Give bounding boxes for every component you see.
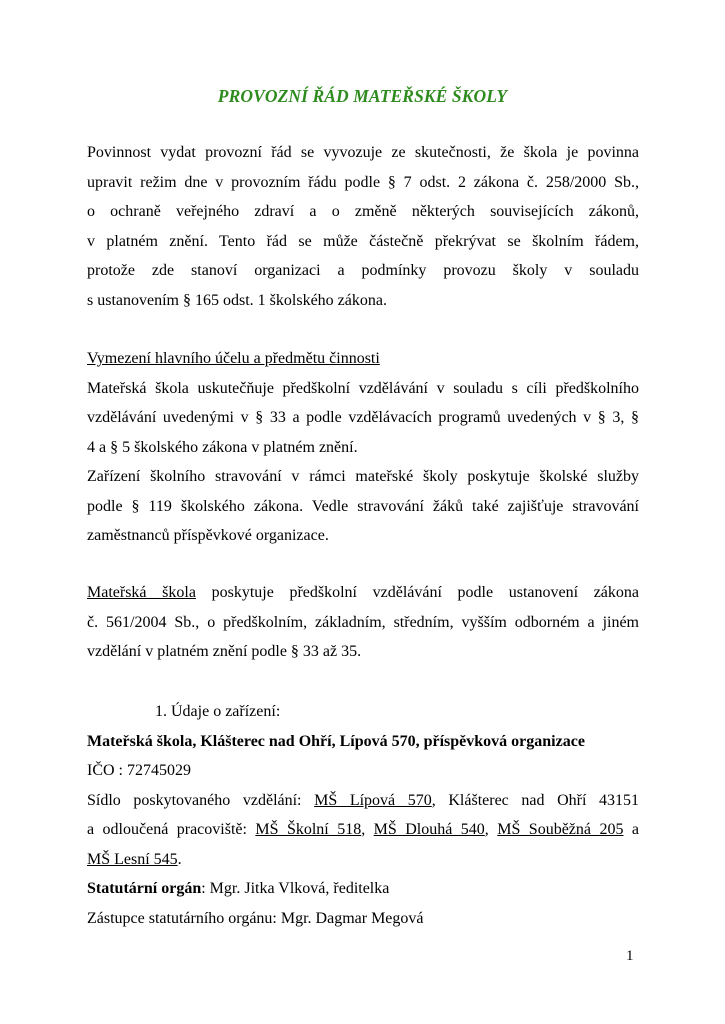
- intro-line: s ustanovením § 165 odst. 1 školského zákona.: [87, 291, 387, 309]
- intro-line: Povinnost vydat provozní řád se vyvozuje ze skutečnosti, že škola je povinna: [87, 144, 639, 161]
- section-line: vzdělávání uvedenými v § 33 a podle vzdělávacích programů uvedených v § 3, §: [87, 409, 639, 426]
- separator: ,: [484, 821, 498, 838]
- organization-name: Mateřská škola, Klášterec nad Ohří, Lípová 570, příspěvková organizace: [87, 732, 585, 750]
- branches-line-2: [87, 845, 639, 875]
- document-title: PROVOZNÍ ŘÁD MATEŘSKÉ ŠKOLY: [217, 86, 508, 106]
- branch-3: MŠ Souběžná 205: [497, 821, 624, 838]
- numbered-heading: 1. Údaje o zařízení:: [155, 703, 281, 720]
- intro-paragraph: [87, 138, 639, 315]
- ico-line: IČO : 72745029: [87, 762, 191, 779]
- branches-label: a odloučená pracoviště:: [87, 821, 256, 838]
- branch-1: MŠ Školní 518: [255, 821, 362, 838]
- branches-line: [87, 815, 639, 845]
- section-line: 4 a § 5 školského zákona v platném znění.: [87, 438, 358, 456]
- statutory-line: [87, 874, 639, 904]
- law-line: [87, 578, 639, 608]
- branch-4: MŠ Lesní 545: [87, 850, 178, 868]
- seat-label: Sídlo poskytovaného vzdělání:: [87, 791, 315, 809]
- catering-line: Zařízení školního stravování v rámci mateřské školy poskytuje školské služby: [87, 468, 639, 485]
- deputy-line: Zástupce statutárního orgánu: Mgr. Dagmar Megová: [87, 909, 424, 927]
- branch-2: MŠ Dlouhá 540: [373, 821, 485, 838]
- separator: .: [177, 850, 182, 868]
- page-number: 1: [626, 948, 634, 964]
- law-lead: Mateřská škola: [87, 584, 196, 601]
- intro-line: v platném znění. Tento řád se může částečně překrývat se školním řádem,: [87, 232, 639, 250]
- statutory-value: : Mgr. Jitka Vlková, ředitelka: [201, 880, 390, 897]
- section-heading: Vymezení hlavního účelu a předmětu činnosti: [87, 350, 380, 367]
- seat-city: , Klášterec nad Ohří 43151: [431, 791, 639, 809]
- statutory-label: Statutární orgán: [87, 880, 202, 897]
- law-line-rest: poskytuje předškolní vzdělávání podle ustanovení zákona: [195, 584, 639, 601]
- separator: ,: [361, 821, 374, 838]
- intro-line: o ochraně veřejného zdraví a o změně některých souvisejících zákonů,: [87, 203, 639, 220]
- section-line: Mateřská škola uskutečňuje předškolní vzdělávání v souladu s cíli předškolního: [87, 379, 639, 397]
- facility-info: [87, 697, 639, 933]
- law-line: vzdělání v platném znění podle § 33 až 35.: [87, 643, 362, 660]
- separator: a: [623, 821, 639, 838]
- catering-line: zaměstnanců příspěvkové organizace.: [87, 527, 329, 544]
- purpose-section: [87, 344, 639, 551]
- law-line: č. 561/2004 Sb., o předškolním, základním, středním, vyšším odborném a jiném: [87, 613, 639, 631]
- seat-line: [87, 786, 639, 816]
- seat-main-address: MŠ Lípová 570: [314, 791, 432, 809]
- law-paragraph: [87, 578, 639, 667]
- intro-line: protože zde stanoví organizaci a podmínky provozu školy v souladu: [87, 262, 639, 279]
- intro-line: upravit režim dne v provozním řádu podle § 7 odst. 2 zákona č. 258/2000 Sb.,: [87, 173, 639, 191]
- catering-line: podle § 119 školského zákona. Vedle stravování žáků také zajišťuje stravování: [87, 497, 639, 515]
